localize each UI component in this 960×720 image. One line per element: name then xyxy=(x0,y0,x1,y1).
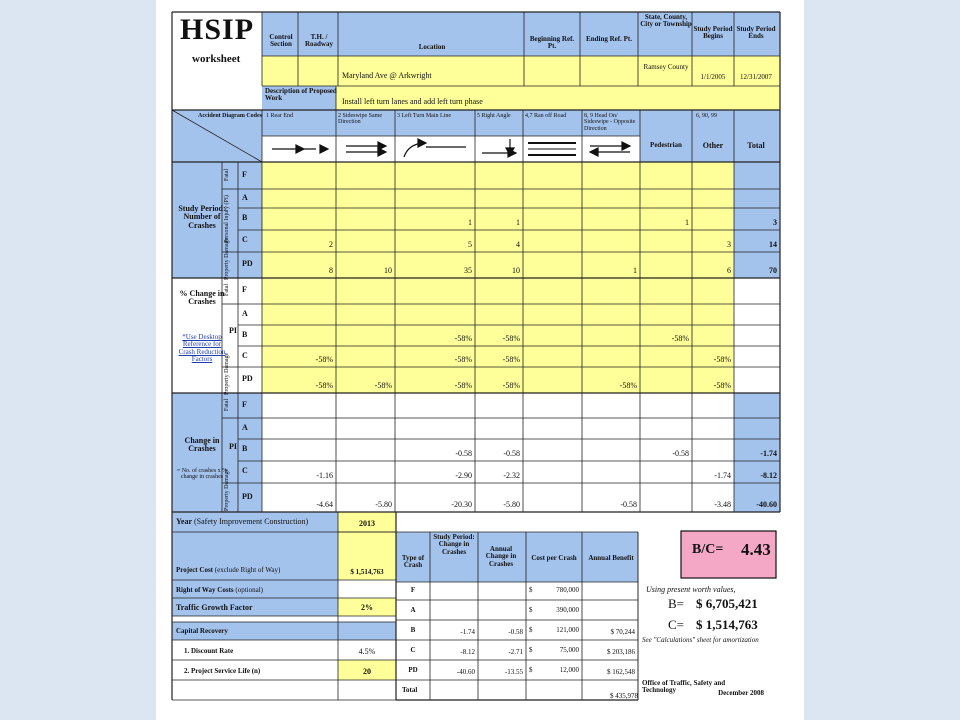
code-left-turn: 3 Left Turn Main Line xyxy=(397,113,451,119)
lower-annual-cell: -13.55 xyxy=(504,668,523,676)
pct-total-white xyxy=(734,278,780,393)
col-location: Location xyxy=(418,43,446,51)
project-cost-value: $ 1,514,763 xyxy=(350,568,384,576)
currency-sign: $ xyxy=(529,606,533,614)
row-costs-label-text: Right of Way Costs xyxy=(176,586,234,594)
code-rear-end: 1 Rear End xyxy=(266,113,293,119)
lower-type-cell: F xyxy=(410,586,416,594)
description-label: Description of Proposed Work xyxy=(265,87,337,103)
pct-sev-b: B xyxy=(242,329,248,339)
code-head-on: 8, 9 Head On/ Sideswipe - Opposite Direction xyxy=(584,113,636,132)
pct-cell: -58% xyxy=(713,355,731,364)
change-pd-label: Property Damage xyxy=(224,468,230,511)
col-period-ends: Study Period Ends xyxy=(736,25,776,41)
hdr-cost-per-crash: Cost per Crash xyxy=(531,554,577,562)
pct-sev-pd: PD xyxy=(242,374,253,383)
pct-fatal-label: Fatal xyxy=(224,284,230,296)
study-pi-label: Personal Injury (PI) xyxy=(224,195,230,243)
currency-sign: $ xyxy=(529,626,533,634)
lower-type-cell: B xyxy=(410,626,416,634)
description-value: Install left turn lanes and add left turn phase xyxy=(342,97,483,106)
capital-recovery-label: Capital Recovery xyxy=(176,627,228,635)
lower-study-cell: -40.60 xyxy=(456,668,475,676)
pct-cell: -58% xyxy=(502,334,520,343)
col-period-begins: Study Period Begins xyxy=(693,25,733,41)
currency-sign: $ xyxy=(529,666,533,674)
change-cell: -20.30 xyxy=(451,500,472,509)
hdr-annual-benefit: Annual Benefit xyxy=(588,554,634,562)
change-cell: -1.16 xyxy=(316,471,333,480)
study-pd-label: Property Damage xyxy=(224,237,230,280)
change-section-note: = No. of crashes x % change in crashes xyxy=(176,468,228,481)
pct-cell: -58% xyxy=(671,334,689,343)
location-yellow xyxy=(262,56,780,86)
total-label: Total xyxy=(402,686,418,694)
study-cell: 2 xyxy=(329,240,333,249)
change-cell: -2.90 xyxy=(455,471,472,480)
date-label: December 2008 xyxy=(718,689,764,697)
change-cell: -3.48 xyxy=(714,500,731,509)
col-control-section: Control Section xyxy=(269,33,293,49)
study-sev-f: F xyxy=(242,169,247,179)
diagram-white xyxy=(262,136,640,162)
lower-annual-cell: -0.58 xyxy=(508,628,523,636)
diagram-codes-label: Accident Diagram Codes xyxy=(198,113,262,119)
pct-other-yellow xyxy=(692,278,734,393)
location-value: Maryland Ave @ Arkwright xyxy=(342,71,432,80)
study-cell: 35 xyxy=(464,266,472,275)
period-begins-value: 1/1/2005 xyxy=(700,73,726,81)
hdr-annual-change: Annual Change in Crashes xyxy=(485,545,517,568)
study-cell: 3 xyxy=(727,240,731,249)
change-sev-f: F xyxy=(242,399,247,409)
cost-amount: 121,000 xyxy=(556,626,579,634)
currency-sign: $ xyxy=(529,586,533,594)
lower-type-cell: PD xyxy=(408,666,418,674)
calc-note: See "Calculations" sheet for amortization xyxy=(642,636,759,644)
c-label: C= xyxy=(668,617,685,632)
year-label-text: Year xyxy=(176,517,192,526)
lower-annual-cell: -2.71 xyxy=(508,648,523,656)
lower-type-cell: C xyxy=(410,646,416,654)
life-label: 2. Project Service Life (n) xyxy=(184,667,261,675)
study-cell: 10 xyxy=(384,266,392,275)
total-value: $ 435,978 xyxy=(610,692,638,700)
worksheet-subtitle: worksheet xyxy=(192,53,241,65)
hdr-type-of-crash: Type of Crash xyxy=(401,554,425,570)
pct-cell: -58% xyxy=(315,355,333,364)
b-value: $ 6,705,421 xyxy=(696,596,758,611)
change-cell: -0.58 xyxy=(620,500,637,509)
currency-sign: $ xyxy=(529,646,533,654)
study-cell: 8 xyxy=(329,266,333,275)
pct-cell: -58% xyxy=(454,334,472,343)
bc-label: B/C= xyxy=(692,542,724,557)
col-th-roadway: T.H. / Roadway xyxy=(304,33,333,49)
col-other: Other xyxy=(702,141,724,150)
lower-benefit-cell: $ 70,244 xyxy=(610,628,635,636)
c-value: $ 1,514,763 xyxy=(696,617,758,632)
code-right-angle: 5 Right Angle xyxy=(477,113,511,119)
pct-sev-a: A xyxy=(242,308,248,318)
lower-cost-cell xyxy=(529,627,579,634)
discount-value: 4.5% xyxy=(358,647,376,656)
study-cell: 3 xyxy=(773,218,777,227)
pct-cell: -58% xyxy=(454,355,472,364)
study-cell: 5 xyxy=(468,240,472,249)
study-cell: 1 xyxy=(468,218,472,227)
pct-cell: -58% xyxy=(454,381,472,390)
change-sev-a: A xyxy=(242,422,248,432)
change-fatal-label: Fatal xyxy=(224,399,230,411)
col-begin-ref: Beginning Ref. Pt. xyxy=(529,35,575,51)
change-cell: -40.60 xyxy=(756,500,777,509)
lower-study-cell: -8.12 xyxy=(460,648,475,656)
pct-section-title: % Change in Crashes xyxy=(179,289,225,307)
discount-label: 1. Discount Rate xyxy=(184,647,234,655)
change-cell: -8.12 xyxy=(760,471,777,480)
worksheet-title: HSIP xyxy=(180,13,255,46)
change-cell: -5.80 xyxy=(375,500,392,509)
change-cell: -1.74 xyxy=(714,471,731,480)
code-other: 6, 90, 99 xyxy=(696,113,717,119)
col-jurisdiction: State, County, City or Township xyxy=(640,13,692,29)
change-cell: -0.58 xyxy=(503,449,520,458)
hsip-worksheet xyxy=(156,0,804,720)
year-label-note: (Safety Improvement Construction) xyxy=(194,517,309,526)
code-ran-off-road: 4,7 Ran off Road xyxy=(525,113,567,119)
study-cell: 6 xyxy=(727,266,731,275)
change-pi-label: PI xyxy=(229,442,237,451)
hdr-study-change: Study Period: Change in Crashes xyxy=(433,533,475,556)
change-sev-pd: PD xyxy=(242,491,253,501)
change-sev-c: C xyxy=(242,466,248,475)
change-section-title: Change in Crashes xyxy=(184,436,220,454)
pct-cell: -58% xyxy=(713,381,731,390)
lower-cost-cell xyxy=(529,647,579,654)
pct-cell: -58% xyxy=(502,381,520,390)
study-sev-c: C xyxy=(242,235,248,244)
change-cell: -5.80 xyxy=(503,500,520,509)
bc-value: 4.43 xyxy=(741,540,771,559)
pct-sev-c: C xyxy=(242,350,248,360)
period-ends-value: 12/31/2007 xyxy=(740,73,772,81)
year-value: 2013 xyxy=(359,519,375,528)
study-cell: 14 xyxy=(769,240,777,249)
growth-value: 2% xyxy=(361,603,373,612)
lower-benefit-cell: $ 162,548 xyxy=(607,668,635,676)
change-cell: -1.74 xyxy=(760,449,777,458)
pct-pd-label: Property Damage xyxy=(224,352,230,395)
change-cell: -2.32 xyxy=(503,471,520,480)
study-sev-a: A xyxy=(242,192,248,202)
pw-note: Using present worth values, xyxy=(646,585,736,594)
pct-cell: -58% xyxy=(374,381,392,390)
pct-sev-f: F xyxy=(242,285,247,294)
cost-amount: 75,000 xyxy=(559,646,579,654)
study-cell: 70 xyxy=(769,266,777,275)
project-cost-label-note: (exclude Right of Way) xyxy=(214,566,281,574)
change-cell: -4.64 xyxy=(316,500,333,509)
project-cost-label-text: Project Cost xyxy=(176,566,213,574)
col-total: Total xyxy=(747,141,765,150)
study-sev-pd: PD xyxy=(242,259,253,268)
cost-amount: 12,000 xyxy=(559,666,579,674)
row-costs-label-note: (optional) xyxy=(235,586,263,594)
study-cell: 1 xyxy=(633,266,637,275)
row-costs-label xyxy=(176,587,263,594)
pct-cell: -58% xyxy=(315,381,333,390)
col-end-ref: Ending Ref. Pt. xyxy=(586,35,632,43)
lower-cost-cell xyxy=(529,587,579,594)
lower-study-cell: -1.74 xyxy=(460,628,475,636)
lower-benefit-cell: $ 203,186 xyxy=(607,648,635,656)
study-sev-b: B xyxy=(242,213,248,222)
lower-cost-cell xyxy=(529,607,579,614)
study-cell: 10 xyxy=(512,266,520,275)
code-sideswipe-same: 2 Sideswipe Same Direction xyxy=(338,113,382,126)
pct-pi-label: PI xyxy=(229,326,237,335)
growth-label: Traffic Growth Factor xyxy=(176,603,253,612)
change-sev-b: B xyxy=(242,444,248,453)
study-cell: 1 xyxy=(685,218,689,227)
office-label: Office of Traffic, Safety and Technology xyxy=(642,679,726,695)
pct-cell: -58% xyxy=(502,355,520,364)
county-value: Ramsey County xyxy=(643,63,689,71)
year-label xyxy=(176,518,308,526)
pct-cell: -58% xyxy=(619,381,637,390)
study-cell: 4 xyxy=(516,240,520,249)
study-section-title: Study Period: Number of Crashes xyxy=(178,204,226,230)
b-label: B= xyxy=(668,596,685,611)
study-fatal-label: Fatal xyxy=(224,169,230,181)
crash-reduction-link[interactable]: *Use Desktop Reference for Crash Reduction Factors xyxy=(178,333,226,364)
change-cell: -0.58 xyxy=(672,449,689,458)
cost-amount: 780,000 xyxy=(556,586,579,594)
cost-amount: 390,000 xyxy=(556,606,579,614)
life-value: 20 xyxy=(363,667,371,676)
lower-cost-cell xyxy=(529,667,579,674)
col-pedestrian: Pedestrian xyxy=(650,141,682,149)
change-cell: -0.58 xyxy=(455,449,472,458)
study-cell: 1 xyxy=(516,218,520,227)
lower-type-cell: A xyxy=(410,606,416,614)
project-cost-label xyxy=(176,567,280,574)
